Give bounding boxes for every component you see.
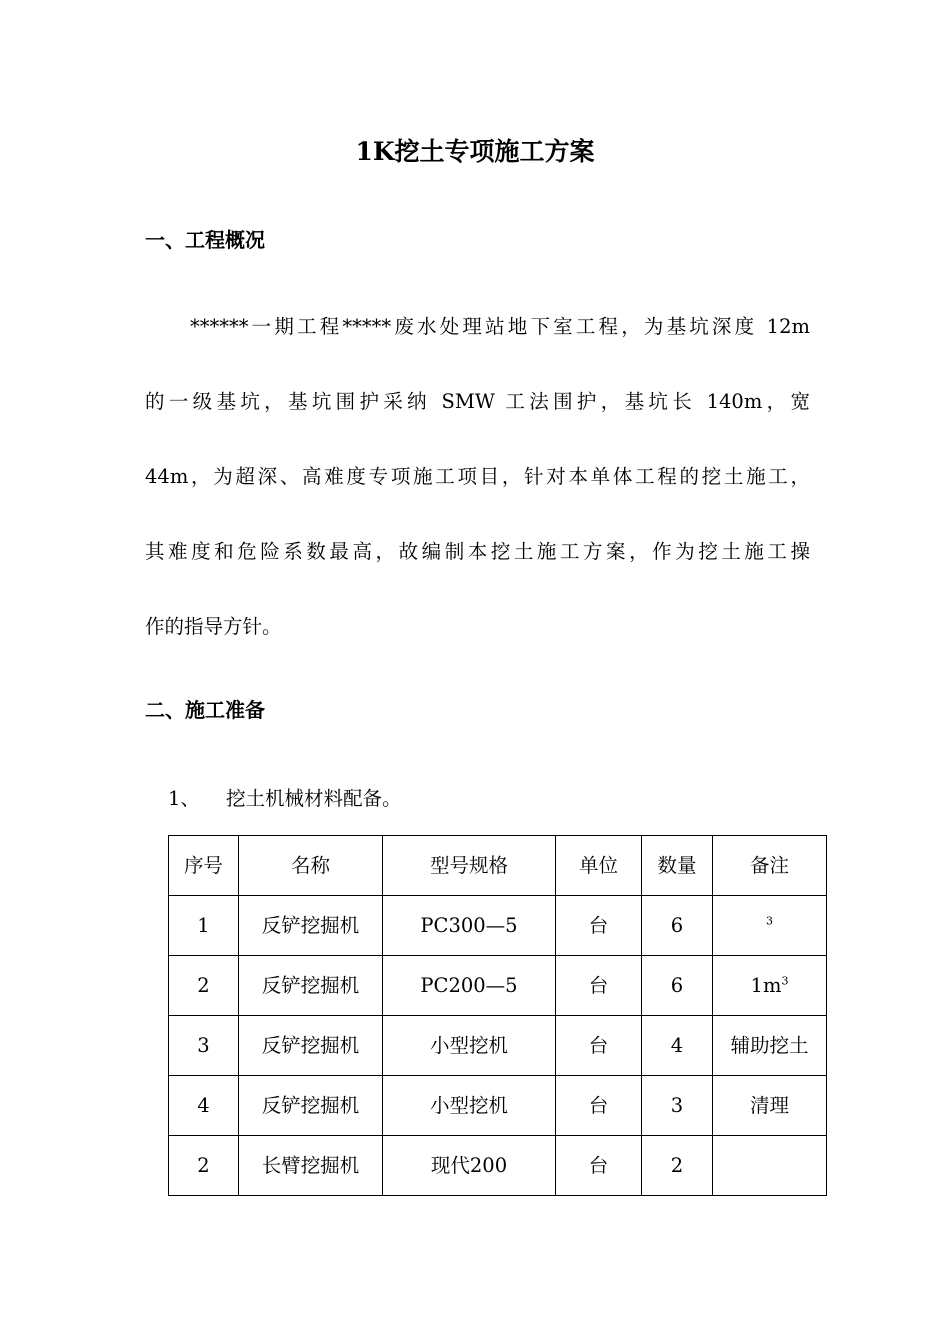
paragraph-line: 44m，为超深、高难度专项施工项目，针对本单体工程的挖土施工， (145, 465, 810, 488)
header-cell: 单位 (556, 836, 642, 896)
cell-model: 小型挖机 (383, 1016, 556, 1076)
cell-model: PC300—5 (383, 896, 556, 956)
paragraph-line: 的一级基坑，基坑围护采纳 SMW 工法围护，基坑长 140m，宽 (145, 390, 810, 413)
table-row (169, 1076, 827, 1136)
paragraph-line: 其难度和危险系数最高，故编制本挖土施工方案，作为挖土施工操 (145, 540, 810, 563)
cell-no: 4 (169, 1076, 239, 1136)
cell-name: 反铲挖掘机 (239, 1016, 383, 1076)
header-cell: 数量 (642, 836, 713, 896)
cell-qty: 4 (642, 1016, 713, 1076)
cell-note (713, 956, 827, 1016)
section-heading-overview: 一、工程概况 (145, 228, 265, 252)
paragraph-line: ******一期工程*****废水处理站地下室工程，为基坑深度 12m (190, 315, 810, 338)
cell-name: 反铲挖掘机 (239, 956, 383, 1016)
table-row (169, 1016, 827, 1076)
cell-note (713, 1136, 827, 1196)
list-item-number: 1、 (168, 787, 200, 810)
cell-unit: 台 (556, 1136, 642, 1196)
cell-qty: 3 (642, 1076, 713, 1136)
note-superscript: 3 (766, 914, 773, 927)
cell-name: 长臂挖掘机 (239, 1136, 383, 1196)
cell-qty: 2 (642, 1136, 713, 1196)
cell-unit: 台 (556, 1076, 642, 1136)
header-cell: 型号规格 (383, 836, 556, 896)
table-header-row (169, 836, 827, 896)
cell-note (713, 896, 827, 956)
list-item-machinery (168, 784, 402, 814)
cell-no: 3 (169, 1016, 239, 1076)
paragraph-line: 作的指导方针。 (145, 615, 282, 638)
cell-unit: 台 (556, 1016, 642, 1076)
cell-qty: 6 (642, 896, 713, 956)
cell-unit: 台 (556, 956, 642, 1016)
cell-note (713, 1016, 827, 1076)
cell-unit: 台 (556, 896, 642, 956)
cell-model: 现代200 (383, 1136, 556, 1196)
table-row (169, 896, 827, 956)
cell-no: 2 (169, 1136, 239, 1196)
note-text: 1m (750, 973, 782, 997)
list-item-text: 挖土机械材料配备。 (226, 787, 402, 810)
note-text: 清理 (749, 1093, 789, 1117)
header-cell: 备注 (713, 836, 827, 896)
equipment-table (168, 835, 827, 1196)
cell-model: 小型挖机 (383, 1076, 556, 1136)
header-cell: 序号 (169, 836, 239, 896)
cell-model: PC200—5 (383, 956, 556, 1016)
cell-note (713, 1076, 827, 1136)
note-text: 辅助挖土 (730, 1033, 809, 1057)
section-heading-preparation: 二、施工准备 (145, 698, 265, 722)
document-title: 1K挖土专项施工方案 (355, 137, 595, 166)
cell-no: 2 (169, 956, 239, 1016)
table-row (169, 956, 827, 1016)
table-row (169, 1136, 827, 1196)
cell-name: 反铲挖掘机 (239, 1076, 383, 1136)
cell-qty: 6 (642, 956, 713, 1016)
note-superscript: 3 (781, 974, 789, 987)
cell-name: 反铲挖掘机 (239, 896, 383, 956)
cell-no: 1 (169, 896, 239, 956)
header-cell: 名称 (239, 836, 383, 896)
